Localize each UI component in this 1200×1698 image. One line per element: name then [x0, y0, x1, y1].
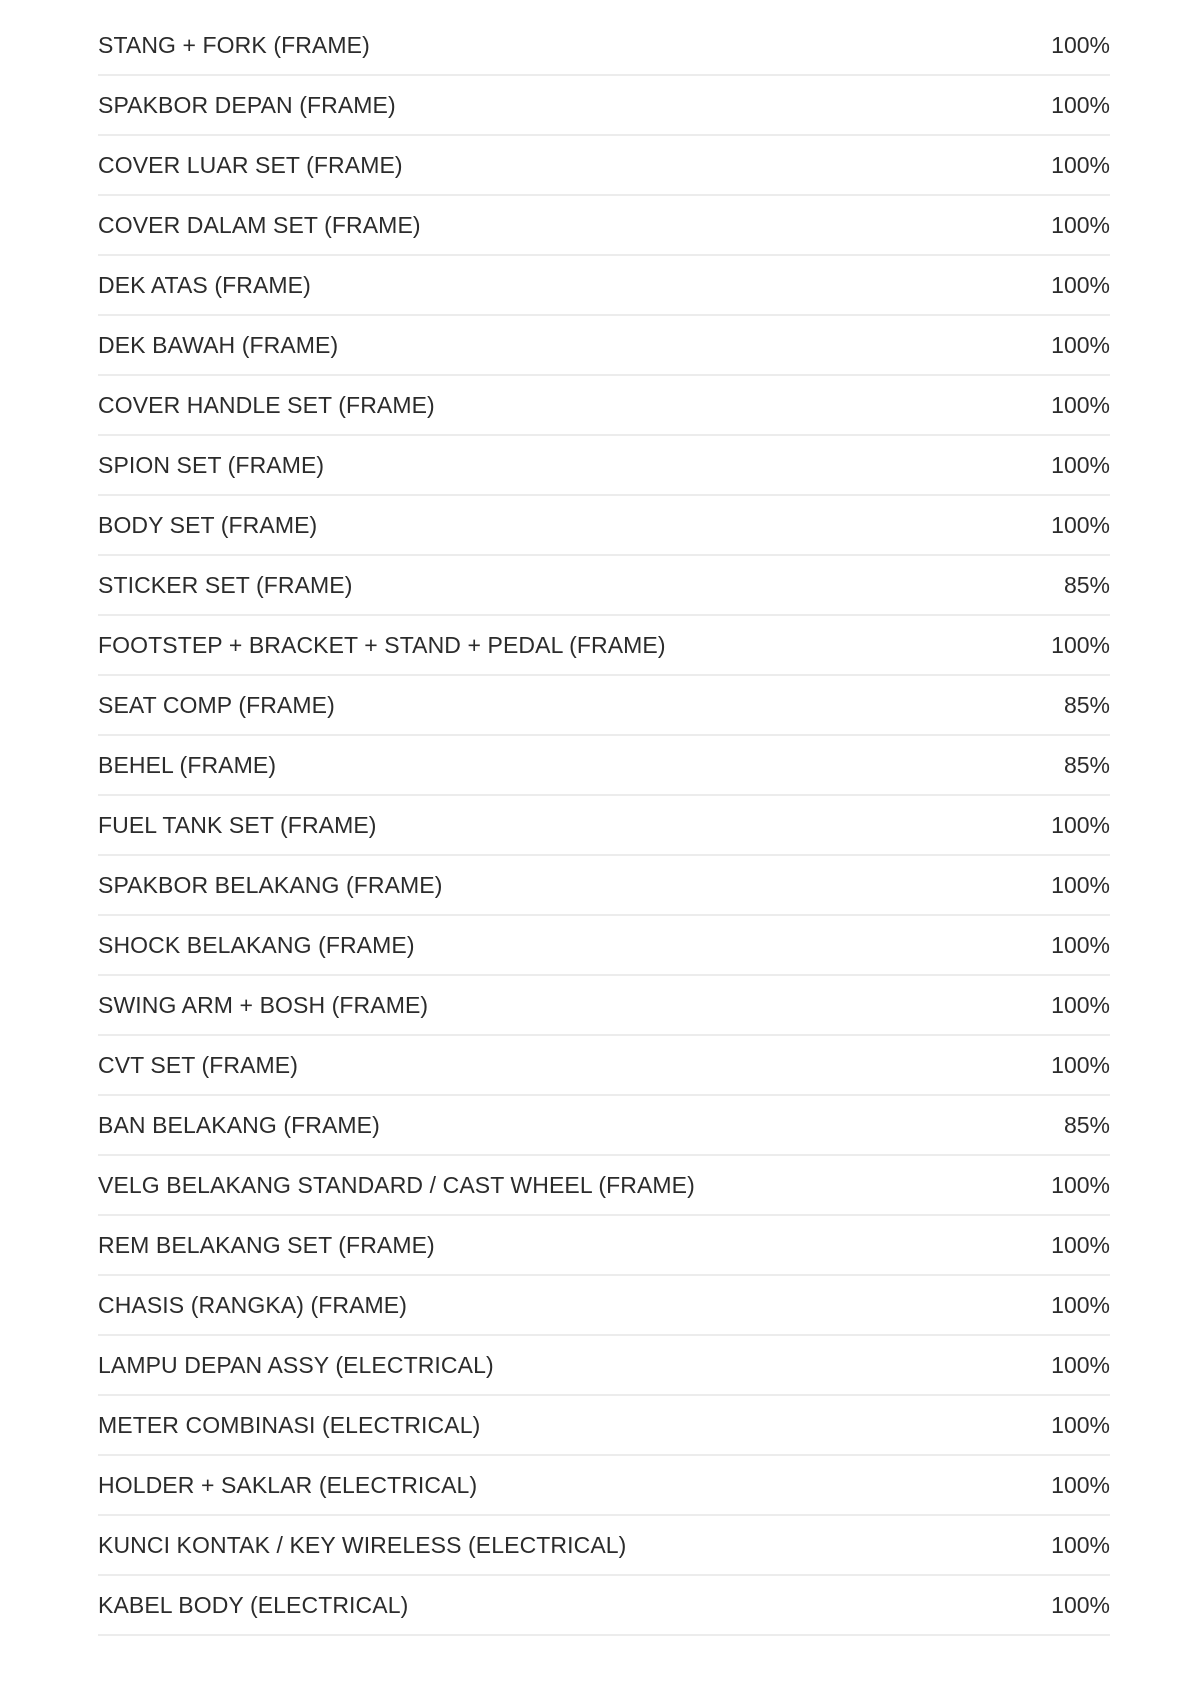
item-score: 100%	[1051, 331, 1110, 358]
item-score: 85%	[1063, 751, 1110, 778]
list-item	[98, 376, 1110, 436]
item-score: 100%	[1051, 511, 1110, 538]
item-score: 100%	[1051, 451, 1110, 478]
item-score: 100%	[1051, 1591, 1110, 1618]
list-item	[98, 16, 1110, 76]
item-score: 100%	[1051, 91, 1110, 118]
item-score: 100%	[1051, 1411, 1110, 1438]
item-name: STICKER SET (FRAME)	[98, 571, 353, 598]
item-name: LAMPU DEPAN ASSY (ELECTRICAL)	[98, 1351, 494, 1378]
item-name: SHOCK BELAKANG (FRAME)	[98, 931, 415, 958]
item-name: SPAKBOR BELAKANG (FRAME)	[98, 871, 443, 898]
item-score: 100%	[1051, 631, 1110, 658]
item-score: 100%	[1051, 1531, 1110, 1558]
item-name: BODY SET (FRAME)	[98, 511, 318, 538]
list-item	[98, 1336, 1110, 1396]
item-score: 100%	[1051, 1291, 1110, 1318]
list-item	[98, 436, 1110, 496]
item-name: KUNCI KONTAK / KEY WIRELESS (ELECTRICAL)	[98, 1531, 627, 1558]
item-score: 100%	[1051, 211, 1110, 238]
item-name: BAN BELAKANG (FRAME)	[98, 1111, 380, 1138]
item-name: KABEL BODY (ELECTRICAL)	[98, 1591, 409, 1618]
item-name: SPAKBOR DEPAN (FRAME)	[98, 91, 396, 118]
item-score: 85%	[1063, 571, 1110, 598]
item-name: FUEL TANK SET (FRAME)	[98, 811, 377, 838]
list-item	[98, 556, 1110, 616]
item-name: METER COMBINASI (ELECTRICAL)	[98, 1411, 481, 1438]
item-score: 100%	[1051, 1471, 1110, 1498]
list-item	[98, 676, 1110, 736]
list-item	[98, 496, 1110, 556]
item-name: SWING ARM + BOSH (FRAME)	[98, 991, 429, 1018]
item-name: REM BELAKANG SET (FRAME)	[98, 1231, 435, 1258]
item-name: SEAT COMP (FRAME)	[98, 691, 335, 718]
list-item	[98, 1216, 1110, 1276]
item-name: COVER LUAR SET (FRAME)	[98, 151, 403, 178]
item-score: 100%	[1051, 931, 1110, 958]
item-score: 100%	[1051, 271, 1110, 298]
item-score: 85%	[1063, 1111, 1110, 1138]
item-score: 100%	[1051, 1231, 1110, 1258]
list-item	[98, 1276, 1110, 1336]
list-item	[98, 1156, 1110, 1216]
item-score: 100%	[1051, 1171, 1110, 1198]
item-name: STANG + FORK (FRAME)	[98, 31, 370, 58]
list-item	[98, 616, 1110, 676]
list-item	[98, 796, 1110, 856]
item-score: 100%	[1051, 871, 1110, 898]
list-item	[98, 1456, 1110, 1516]
item-name: CVT SET (FRAME)	[98, 1051, 298, 1078]
item-name: BEHEL (FRAME)	[98, 751, 277, 778]
list-item	[98, 76, 1110, 136]
list-item	[98, 196, 1110, 256]
list-item	[98, 1516, 1110, 1576]
item-score: 85%	[1063, 691, 1110, 718]
list-item	[98, 916, 1110, 976]
item-score: 100%	[1051, 1351, 1110, 1378]
item-score: 100%	[1051, 151, 1110, 178]
list-item	[98, 1036, 1110, 1096]
item-score: 100%	[1051, 391, 1110, 418]
list-item	[98, 736, 1110, 796]
item-name: VELG BELAKANG STANDARD / CAST WHEEL (FRAME)	[98, 1171, 695, 1198]
list-item	[98, 1576, 1110, 1636]
item-name: CHASIS (RANGKA) (FRAME)	[98, 1291, 407, 1318]
list-item	[98, 256, 1110, 316]
item-name: DEK ATAS (FRAME)	[98, 271, 311, 298]
inspection-list	[98, 16, 1110, 1636]
list-item	[98, 1396, 1110, 1456]
item-score: 100%	[1051, 991, 1110, 1018]
item-name: FOOTSTEP + BRACKET + STAND + PEDAL (FRAME)	[98, 631, 666, 658]
item-name: HOLDER + SAKLAR (ELECTRICAL)	[98, 1471, 478, 1498]
item-score: 100%	[1051, 31, 1110, 58]
item-score: 100%	[1051, 1051, 1110, 1078]
item-name: COVER HANDLE SET (FRAME)	[98, 391, 435, 418]
list-item	[98, 976, 1110, 1036]
item-name: DEK BAWAH (FRAME)	[98, 331, 339, 358]
item-name: SPION SET (FRAME)	[98, 451, 325, 478]
list-item	[98, 1096, 1110, 1156]
list-item	[98, 856, 1110, 916]
item-score: 100%	[1051, 811, 1110, 838]
list-item	[98, 316, 1110, 376]
list-item	[98, 136, 1110, 196]
item-name: COVER DALAM SET (FRAME)	[98, 211, 421, 238]
